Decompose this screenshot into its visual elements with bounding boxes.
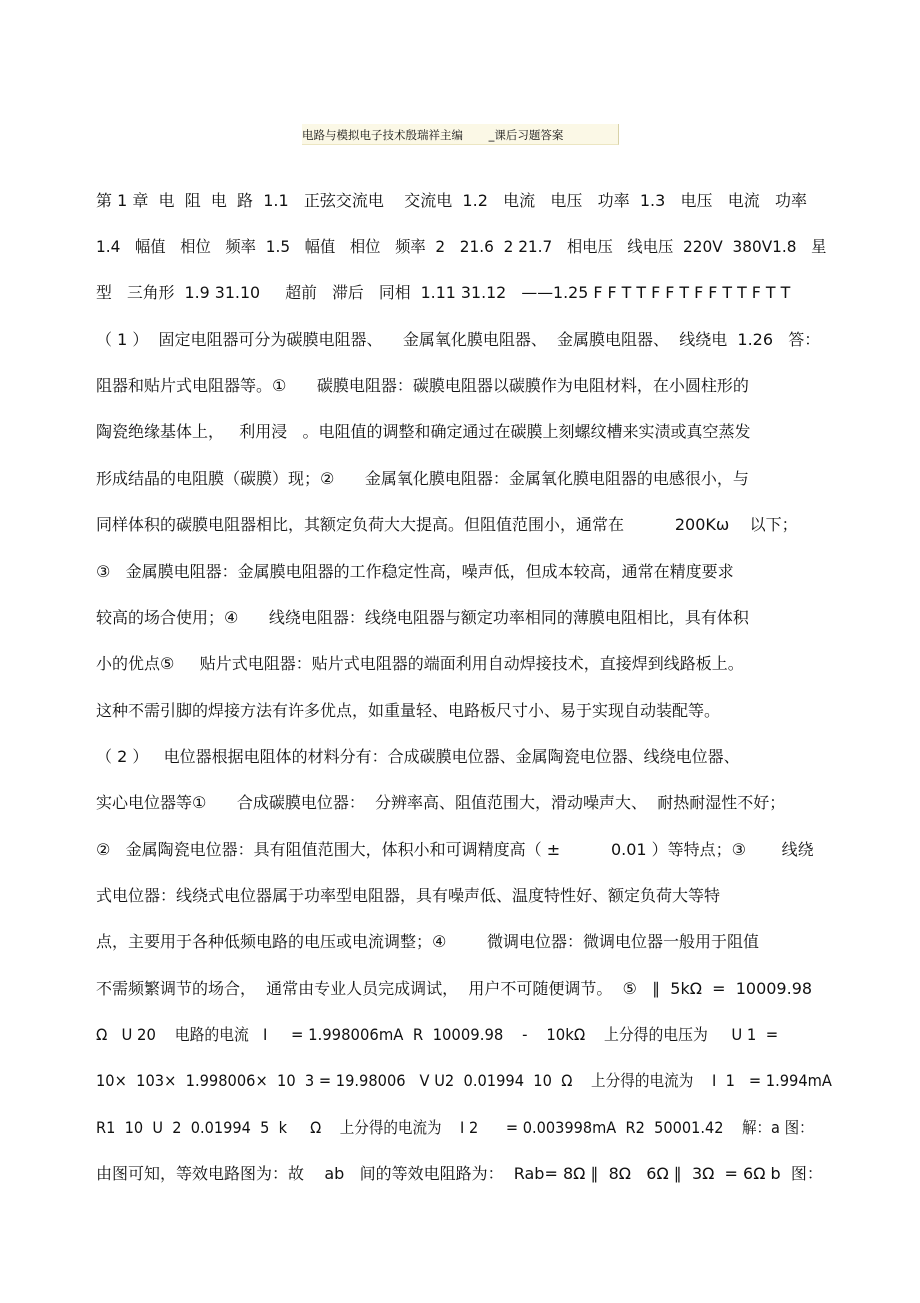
body-line: 同样体积的碳膜电阻器相比，其额定负荷大大提高。但阻值范围小，通常在 200Kω 以下； — [96, 515, 798, 534]
body-line: 由图可知，等效电路图为：故 ab 间的等效电阻路为： Rab= 8Ω ∥ 8Ω 6Ω ∥ 3Ω = 6Ω b 图： — [96, 1164, 823, 1183]
body-line: ② 金属陶瓷电位器：具有阻值范围大，体积小和可调精度高（ ± 0.01 ）等特点；③ 线绕 — [96, 840, 814, 859]
body-line: 点，主要用于各种低频电路的电压或电流调整；④ 微调电位器：微调电位器一般用于阻值 — [96, 932, 760, 951]
body-line: 陶瓷绝缘基体上， 利用浸 。电阻值的调整和确定通过在碳膜上刻螺纹槽来实渍或真空蒸发 — [96, 422, 751, 441]
body-line: 型 三角形 1.9 31.10 超前 滞后 同相 1.11 31.12 ——1.25 F F T T F F T F F T T F T T — [96, 283, 791, 302]
page-header-title: 电路与模拟电子技术殷瑞祥主编 _课后习题答案 — [302, 128, 564, 142]
body-line: 10× 103× 1.998006× 10 3 = 19.98006 V U2 0.01994 10 Ω 上分得的电流为 I 1 = 1.994mA — [96, 1071, 832, 1090]
body-line: 这种不需引脚的焊接方法有许多优点，如重量轻、电路板尺寸小、易于实现自动装配等。 — [96, 701, 721, 720]
body-line: 1.4 幅值 相位 频率 1.5 幅值 相位 频率 2 21.6 2 21.7 相电压 线电压 220V 380V1.8 星 — [96, 237, 827, 256]
body-line: （ 1 ） 固定电阻器可分为碳膜电阻器、 金属氧化膜电阻器、 金属膜电阻器、 线绕电 1.26 答： — [96, 330, 821, 349]
body-line: 式电位器：线绕式电位器属于功率型电阻器，具有噪声低、温度特性好、额定负荷大等特 — [96, 886, 721, 905]
body-line: Ω U 20 电路的电流 I = 1.998006mA R 10009.98 - 10kΩ 上分得的电压为 U 1 = — [96, 1025, 779, 1044]
body-line: 不需频繁调节的场合， 通常由专业人员完成调试， 用户不可随便调节。 ⑤ ∥ 5kΩ = 10009.98 — [96, 979, 813, 998]
body-line: 形成结晶的电阻膜（碳膜）现；② 金属氧化膜电阻器：金属氧化膜电阻器的电感很小，与 — [96, 469, 749, 488]
body-line: 小的优点⑤ 贴片式电阻器：贴片式电阻器的端面利用自动焊接技术，直接焊到线路板上。 — [96, 654, 744, 673]
body-line: 阻器和贴片式电阻器等。① 碳膜电阻器：碳膜电阻器以碳膜作为电阻材料，在小圆柱形的 — [96, 376, 749, 395]
body-line: ③ 金属膜电阻器：金属膜电阻器的工作稳定性高，噪声低，但成本较高，通常在精度要求 — [96, 562, 734, 581]
body-line: （ 2 ） 电位器根据电阻体的材料分有：合成碳膜电位器、金属陶瓷电位器、线绕电位器、 — [96, 747, 740, 766]
body-line: 第 1 章 电 阻 电 路 1.1 正弦交流电 交流电 1.2 电流 电压 功率 1.3 电压 电流 功率 — [96, 191, 808, 210]
body-line: 实心电位器等① 合成碳膜电位器： 分辨率高、阻值范围大，滑动噪声大、 耐热耐湿性不好； — [96, 793, 786, 812]
body-line: 较高的场合使用；④ 线绕电阻器：线绕电阻器与额定功率相同的薄膜电阻相比，具有体积 — [96, 608, 749, 627]
body-line: R1 10 U 2 0.01994 5 k Ω 上分得的电流为 I 2 = 0.003998mA R2 50001.42 解：a 图： — [96, 1118, 814, 1137]
